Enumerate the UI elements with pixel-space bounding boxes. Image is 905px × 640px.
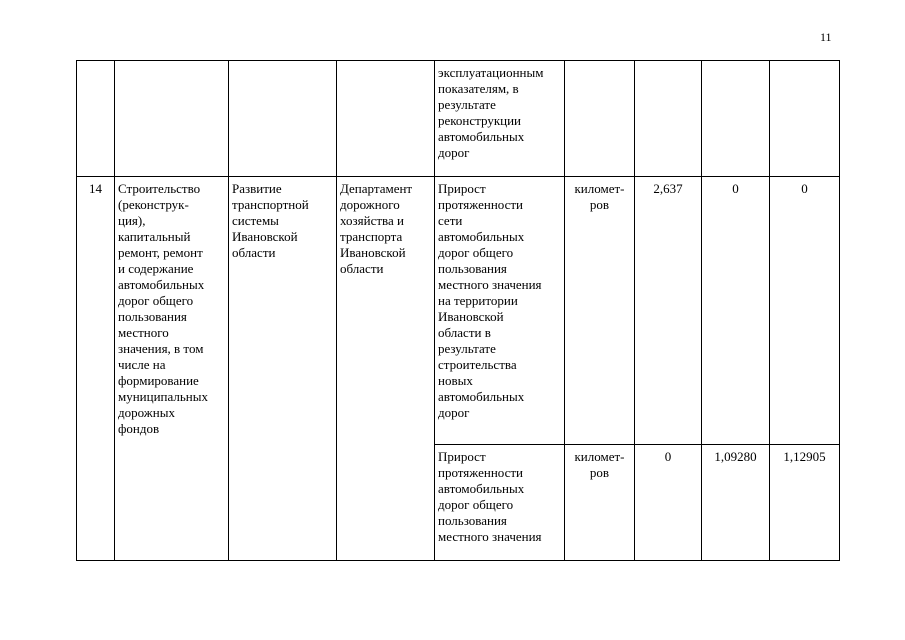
cell-value1-2: 0 bbox=[635, 445, 702, 561]
cell-unit-1: километ- ров bbox=[565, 177, 635, 445]
cell-indicator-continuation: эксплуатационным показателям, в результате реконструкции автомобильных дорог bbox=[435, 61, 565, 177]
cell-unit-empty bbox=[565, 61, 635, 177]
cell-value1-empty bbox=[635, 61, 702, 177]
cell-unit-2: километ- ров bbox=[565, 445, 635, 561]
cell-activity-empty bbox=[115, 61, 229, 177]
cell-value3-empty bbox=[770, 61, 840, 177]
cell-executor: Департамент дорожного хозяйства и транспорта Ивановской области bbox=[337, 177, 435, 561]
indicators-table bbox=[76, 60, 840, 561]
page-number: 11 bbox=[820, 30, 832, 44]
cell-indicator-1: Прирост протяженности сети автомобильных дорог общего пользования местного значения на территории Ивановской области в результате строительства новых автомобильных дорог bbox=[435, 177, 565, 445]
cell-number-empty bbox=[77, 61, 115, 177]
cell-row-number: 14 bbox=[77, 177, 115, 561]
cell-indicator-2: Прирост протяженности автомобильных дорог общего пользования местного значения bbox=[435, 445, 565, 561]
cell-value1-1: 2,637 bbox=[635, 177, 702, 445]
cell-value2-1: 0 bbox=[702, 177, 770, 445]
cell-value3-1: 0 bbox=[770, 177, 840, 445]
cell-value2-empty bbox=[702, 61, 770, 177]
table-row-continuation bbox=[77, 61, 840, 177]
table-row-14a bbox=[77, 177, 840, 445]
cell-program: Развитие транспортной системы Ивановской области bbox=[229, 177, 337, 561]
cell-program-empty bbox=[229, 61, 337, 177]
cell-executor-empty bbox=[337, 61, 435, 177]
cell-value3-2: 1,12905 bbox=[770, 445, 840, 561]
cell-activity: Строительство (реконструк- ция), капитальный ремонт, ремонт и содержание автомобильных дорог общего пользования местного значения, в том числе на формирование муниципальных дорожных фондов bbox=[115, 177, 229, 561]
cell-value2-2: 1,09280 bbox=[702, 445, 770, 561]
